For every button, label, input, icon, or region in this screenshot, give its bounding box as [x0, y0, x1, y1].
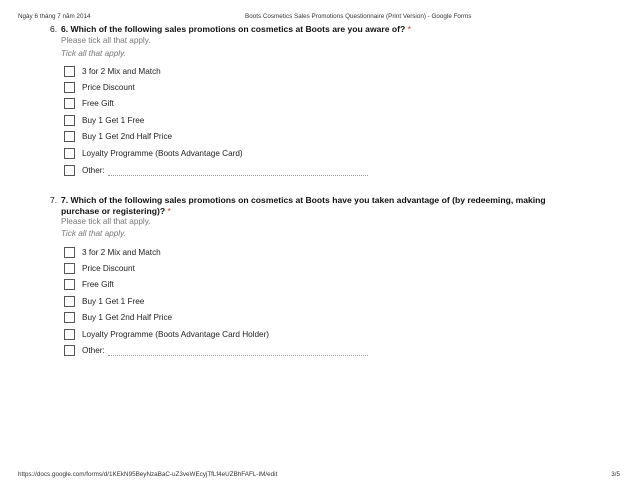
question-6-number: 6. — [50, 24, 58, 34]
option-label: Free Gift — [82, 280, 114, 289]
checkbox[interactable] — [64, 279, 75, 290]
option-label: Price Discount — [82, 264, 135, 273]
checkbox[interactable] — [64, 263, 75, 274]
q7-option-other[interactable] — [64, 345, 374, 358]
checkbox[interactable] — [64, 345, 75, 356]
required-mark: * — [407, 24, 412, 34]
checkbox[interactable] — [64, 165, 75, 176]
print-page-title: Boots Cosmetics Sales Promotions Questionnaire (Print Version) - Google Forms — [245, 13, 472, 20]
checkbox[interactable] — [64, 296, 75, 307]
option-label: 3 for 2 Mix and Match — [82, 67, 161, 76]
checkbox[interactable] — [64, 131, 75, 142]
option-label: Loyalty Programme (Boots Advantage Card Holder) — [82, 330, 270, 339]
question-7-instruction: Tick all that apply. — [61, 229, 126, 238]
checkbox[interactable] — [64, 82, 75, 93]
question-7-title: 7. Which of the following sales promotions on cosmetics at Boots have you taken advantage of (by redeeming, making purchase or registering)? * — [61, 195, 546, 216]
print-url: https://docs.google.com/forms/d/1KEkN95BeyNzaBaC-uZ3veWEcyjTfLf4eUZBhFAFL-IM/edit — [18, 471, 278, 478]
checkbox[interactable] — [64, 329, 75, 340]
page-number: 3/5 — [611, 471, 620, 478]
checkbox[interactable] — [64, 247, 75, 258]
option-label: Loyalty Programme (Boots Advantage Card) — [82, 149, 243, 158]
other-text-input[interactable] — [108, 175, 368, 176]
option-label: Buy 1 Get 1 Free — [82, 297, 145, 306]
option-label: Free Gift — [82, 99, 114, 108]
option-label: 3 for 2 Mix and Match — [82, 248, 161, 257]
option-label: Buy 1 Get 1 Free — [82, 116, 145, 125]
checkbox[interactable] — [64, 98, 75, 109]
question-6-title: 6. Which of the following sales promotions on cosmetics at Boots are you aware of? * — [61, 24, 412, 34]
other-text-input[interactable] — [108, 355, 368, 356]
checkbox[interactable] — [64, 66, 75, 77]
checkbox[interactable] — [64, 115, 75, 126]
question-7-help: Please tick all that apply. — [61, 217, 151, 226]
option-label: Other: — [82, 346, 105, 355]
required-mark: * — [167, 206, 171, 216]
q6-option-other[interactable] — [64, 165, 374, 178]
option-label: Buy 1 Get 2nd Half Price — [82, 313, 173, 322]
option-label: Price Discount — [82, 83, 135, 92]
checkbox[interactable] — [64, 148, 75, 159]
checkbox[interactable] — [64, 312, 75, 323]
question-6-help: Please tick all that apply. — [61, 36, 151, 45]
question-6-instruction: Tick all that apply. — [61, 49, 126, 58]
question-7-number: 7. — [50, 195, 58, 205]
option-label: Other: — [82, 166, 105, 175]
print-date: Ngày 6 tháng 7 năm 2014 — [18, 13, 91, 20]
option-label: Buy 1 Get 2nd Half Price — [82, 132, 173, 141]
